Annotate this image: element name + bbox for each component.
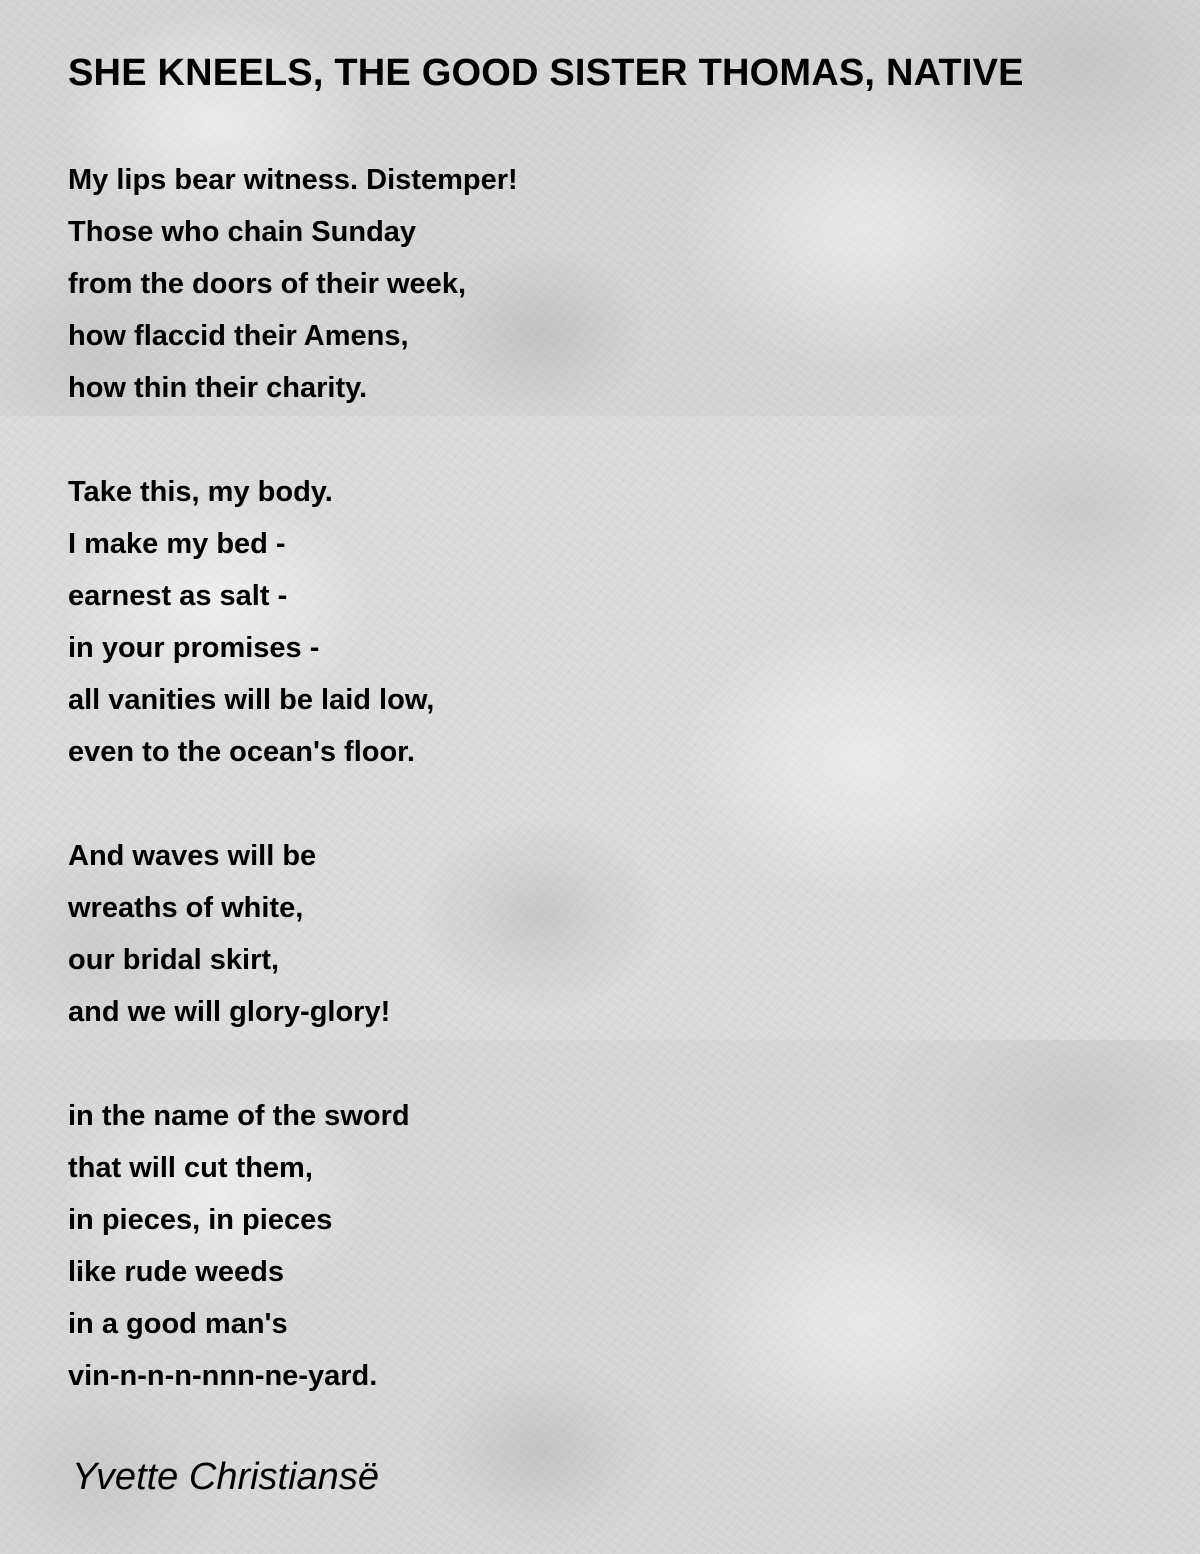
poem-line: how flaccid their Amens, [68,320,409,352]
poem-line: I make my bed - [68,528,286,560]
stanza-2 [68,466,518,778]
poem-line: even to the ocean's floor. [68,736,415,768]
poem-line: in a good man's [68,1308,288,1340]
poem-line: from the doors of their week, [68,268,466,300]
stanza-3 [68,830,518,1038]
poem-body [68,154,518,1454]
poem-title: SHE KNEELS, THE GOOD SISTER THOMAS, NATIVE [68,52,1024,94]
poem-line: wreaths of white, [68,892,304,924]
poem-line: our bridal skirt, [68,944,280,976]
poem-line: My lips bear witness. Distemper! [68,164,518,196]
stanza-1 [68,154,518,414]
poem-line: that will cut them, [68,1152,313,1184]
stanza-4 [68,1090,518,1402]
poem-line: Those who chain Sunday [68,216,417,248]
poem-line: like rude weeds [68,1256,284,1288]
poem-line: and we will glory-glory! [68,996,391,1028]
poem-author: Yvette Christiansë [72,1456,379,1498]
poem-line: how thin their charity. [68,372,368,404]
poem-line: in pieces, in pieces [68,1204,333,1236]
poem-line: Take this, my body. [68,476,333,508]
poem-line: in your promises - [68,632,320,664]
poem-line: earnest as salt - [68,580,288,612]
poem-line: vin-n-n-n-nnn-ne-yard. [68,1360,378,1392]
poem-line: all vanities will be laid low, [68,684,435,716]
poem-line: in the name of the sword [68,1100,410,1132]
poem-line: And waves will be [68,840,317,872]
